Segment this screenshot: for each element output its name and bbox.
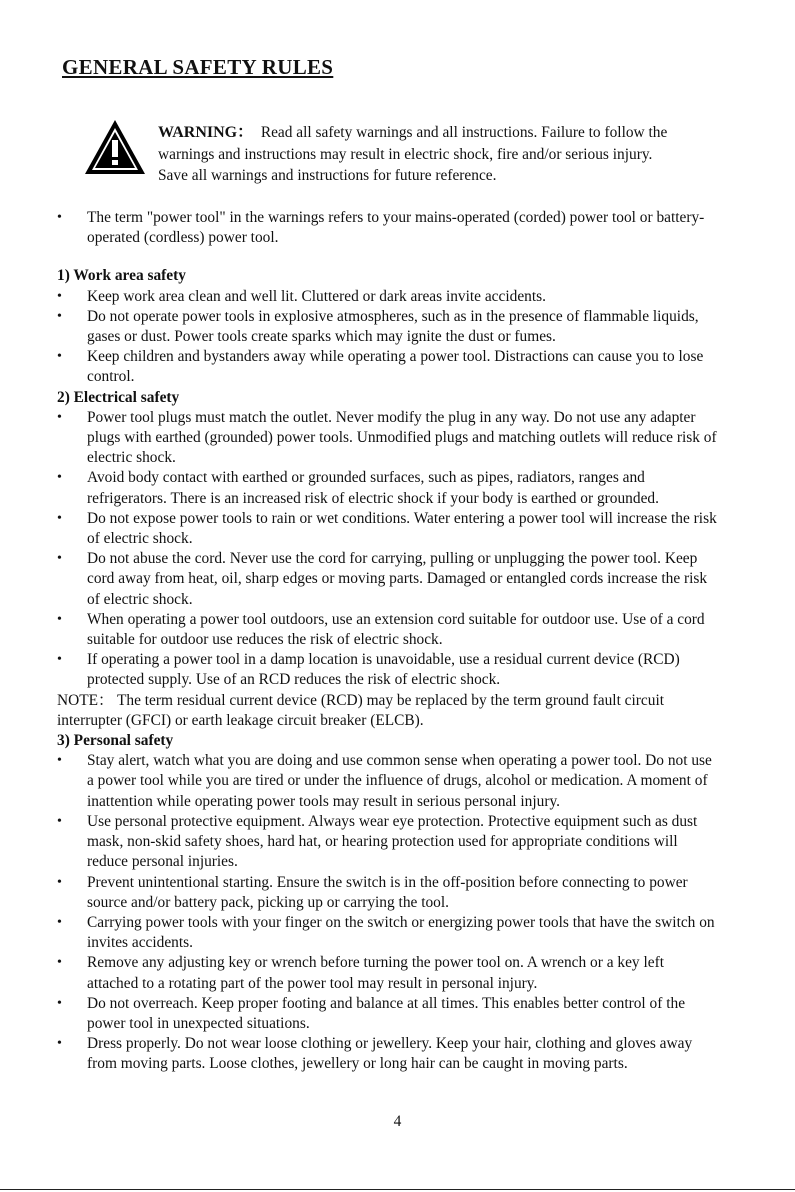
warning-block: [158, 123, 718, 188]
list-item: • Remove any adjusting key or wrench before turning the power tool on. A wrench or a key left attached to a rotating part of the power tool may result in personal injury.: [57, 953, 717, 993]
warning-line-2: warnings and instructions may result in electric shock, fire and/or serious injury.: [158, 145, 653, 163]
list-item: • Keep work area clean and well lit. Cluttered or dark areas invite accidents.: [57, 287, 717, 307]
list-item: • Do not expose power tools to rain or wet conditions. Water entering a power tool will increase the risk of electric shock.: [57, 509, 717, 549]
warning-line-3: Save all warnings and instructions for future reference.: [158, 167, 497, 185]
list-item: • Carrying power tools with your finger on the switch or energizing power tools that have the switch on invites accidents.: [57, 913, 717, 953]
intro-bullet: • The term "power tool" in the warnings refers to your mains-operated (corded) power tool or battery-operated (cordless) power tool.: [57, 208, 717, 248]
list-item: • Use personal protective equipment. Always wear eye protection. Protective equipment such as dust mask, non-skid safety shoes, hard hat, or hearing protection used for appropriate conditions will reduce personal injuries.: [57, 812, 717, 873]
list-item: • If operating a power tool in a damp location is unavoidable, use a residual current device (RCD) protected supply. Use of an RCD reduces the risk of electric shock.: [57, 650, 717, 690]
list-item: • Do not operate power tools in explosive atmospheres, such as in the presence of flammable liquids, gases or dust. Power tools create sparks which may ignite the dust or fumes.: [57, 307, 717, 347]
list-item: • Power tool plugs must match the outlet. Never modify the plug in any way. Do not use any adapter plugs with earthed (grounded) power tools. Unmodified plugs and matching outlets will reduce risk of electric shock.: [57, 408, 717, 469]
list-item: • Prevent unintentional starting. Ensure the switch is in the off-position before connecting to power source and/or battery pack, picking up or carrying the tool.: [57, 873, 717, 913]
note-text: NOTE： The term residual current device (RCD) may be replaced by the term ground fault circuit interrupter (GFCI) or earth leakage circuit breaker (ELCB).: [57, 691, 664, 729]
list-item: • When operating a power tool outdoors, use an extension cord suitable for outdoor use. Use of a cord suitable for outdoor use reduces the risk of electric shock.: [57, 610, 717, 650]
safety-rules-body: [57, 208, 717, 1075]
list-item: • Keep children and bystanders away while operating a power tool. Distractions can cause you to lose control.: [57, 347, 717, 387]
page-number: 4: [393, 1113, 402, 1130]
list-item: • Stay alert, watch what you are doing and use common sense when operating a power tool. Do not use a power tool while you are tired or under the influence of drugs, alcohol or medication. A moment of inattention while operating power tools may result in serious personal injury.: [57, 751, 717, 812]
section-heading-electrical: 2) Electrical safety: [57, 388, 180, 406]
section-heading-work-area: 1) Work area safety: [57, 267, 186, 285]
warning-line-1: [158, 123, 718, 143]
page-title: GENERAL SAFETY RULES: [62, 55, 334, 79]
list-item: • Do not abuse the cord. Never use the cord for carrying, pulling or unplugging the power tool. Keep cord away from heat, oil, sharp edges or moving parts. Damaged or entangled cords increase the risk of electric shock.: [57, 549, 717, 610]
list-item: • Dress properly. Do not wear loose clothing or jewellery. Keep your hair, clothing and gloves away from moving parts. Loose clothes, jewellery or long hair can be caught in moving parts.: [57, 1034, 717, 1074]
page-bottom-rule: [0, 1189, 795, 1190]
list-item: • Do not overreach. Keep proper footing and balance at all times. This enables better control of the power tool in unexpected situations.: [57, 994, 717, 1034]
list-item: • Avoid body contact with earthed or grounded surfaces, such as pipes, radiators, ranges and refrigerators. There is an increased risk of electric shock if your body is earthed or grounded.: [57, 468, 717, 508]
section-heading-personal: 3) Personal safety: [57, 732, 174, 750]
warning-text-1: Read all safety warnings and all instructions. Failure to follow the: [260, 124, 668, 141]
warning-triangle-icon: [84, 119, 146, 175]
warning-label: WARNING：: [158, 124, 254, 141]
